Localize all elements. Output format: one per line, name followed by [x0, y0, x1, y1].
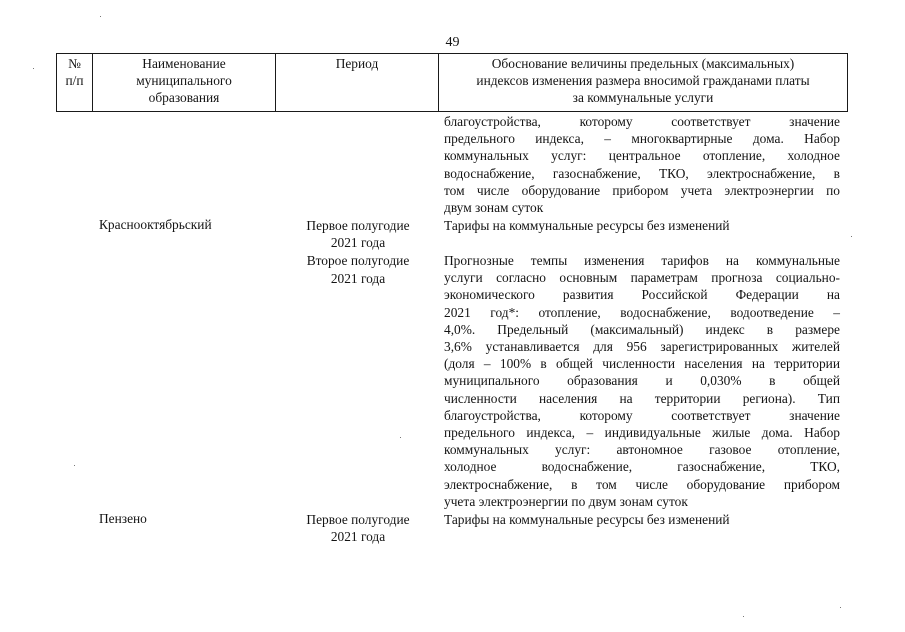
text-line: учета электроэнергии по двум зонам суток — [444, 493, 688, 509]
text-line: том числе оборудование прибором учета электроэнергии по — [444, 182, 840, 198]
municipality-name: Пензено — [99, 511, 147, 526]
period-line: Второе полугодие — [306, 253, 410, 268]
period-line: 2021 года — [330, 271, 386, 286]
text-line: предельного индекса, – индивидуальные жилые дома. Набор — [444, 425, 840, 441]
header-basis — [439, 54, 848, 112]
text-line: предельного индекса, – многоквартирные дома. Набор — [444, 131, 840, 147]
header-number-line: № — [68, 56, 81, 71]
period-line: 2021 года — [330, 529, 386, 544]
table-header — [56, 53, 848, 112]
scan-speck — [100, 16, 101, 17]
text-line: коммунальных услуг: автономное газовое отопление, — [444, 442, 840, 458]
period-line: 2021 года — [330, 235, 386, 250]
header-basis-line: за коммунальные услуги — [572, 90, 714, 105]
header-municipality-line: образования — [148, 90, 220, 105]
text-line: 2021 год*: отопление, водоснабжение, водоотведение – — [444, 304, 840, 320]
header-municipality-line: Наименование — [142, 56, 226, 71]
text-line: экономического развития Российской Федерации на — [444, 287, 840, 303]
text-line: Тарифы на коммунальные ресурсы без изменений — [444, 218, 730, 233]
period-cell — [283, 217, 433, 251]
header-basis-line: индексов изменения размера вносимой гражданами платы — [476, 73, 810, 88]
scan-speck — [840, 607, 841, 608]
text-line: численности населения на территории региона). Тип — [444, 390, 840, 406]
text-line: Прогнозные темпы изменения тарифов на коммунальные — [444, 253, 840, 268]
text-line: электроснабжение, в том числе оборудование прибором — [444, 476, 840, 492]
period-cell — [283, 252, 433, 288]
basis-text — [444, 217, 840, 234]
text-line: водоснабжение, газоснабжение, ТКО, электроснабжение, в — [444, 165, 840, 181]
text-line: муниципального образования и 0,030% в общей — [444, 373, 840, 389]
scan-speck — [33, 68, 34, 69]
period-cell — [283, 511, 433, 545]
header-number-line: п/п — [65, 73, 84, 88]
continuation-text — [444, 113, 840, 216]
text-line: 3,6% устанавливается для 956 зарегистрированных жителей — [444, 339, 840, 355]
header-municipality — [93, 54, 276, 112]
scan-speck — [851, 236, 852, 237]
text-line: (доля – 100% в общей численности населения на территории — [444, 356, 840, 372]
page-number: 49 — [445, 35, 460, 50]
basis-text — [444, 511, 840, 528]
header-period: Период — [276, 54, 439, 112]
header-municipality-line: муниципального — [136, 73, 232, 88]
basis-text — [444, 252, 840, 510]
header-number — [57, 54, 93, 112]
scan-speck — [74, 465, 75, 466]
text-line: услуги согласно основным параметрам прогноза социально- — [444, 270, 840, 286]
period-line: Первое полугодие — [306, 512, 410, 527]
text-line: благоустройства, которому соответствует значение — [444, 407, 840, 423]
text-line: двум зонам суток — [444, 200, 544, 216]
text-line: 4,0%. Предельный (максимальный) индекс в размере — [444, 321, 840, 337]
text-line: Тарифы на коммунальные ресурсы без изменений — [444, 512, 730, 527]
text-line: холодное водоснабжение, газоснабжение, ТКО, — [444, 459, 840, 475]
header-basis-line: Обоснование величины предельных (максимальных) — [491, 56, 795, 71]
text-line: благоустройства, которому соответствует значение — [444, 114, 840, 129]
scan-speck — [743, 616, 744, 617]
text-line: коммунальных услуг: центральное отопление, холодное — [444, 148, 840, 164]
scan-speck — [400, 437, 401, 438]
period-line: Первое полугодие — [306, 218, 410, 233]
municipality-name: Краснооктябрьский — [99, 217, 212, 232]
